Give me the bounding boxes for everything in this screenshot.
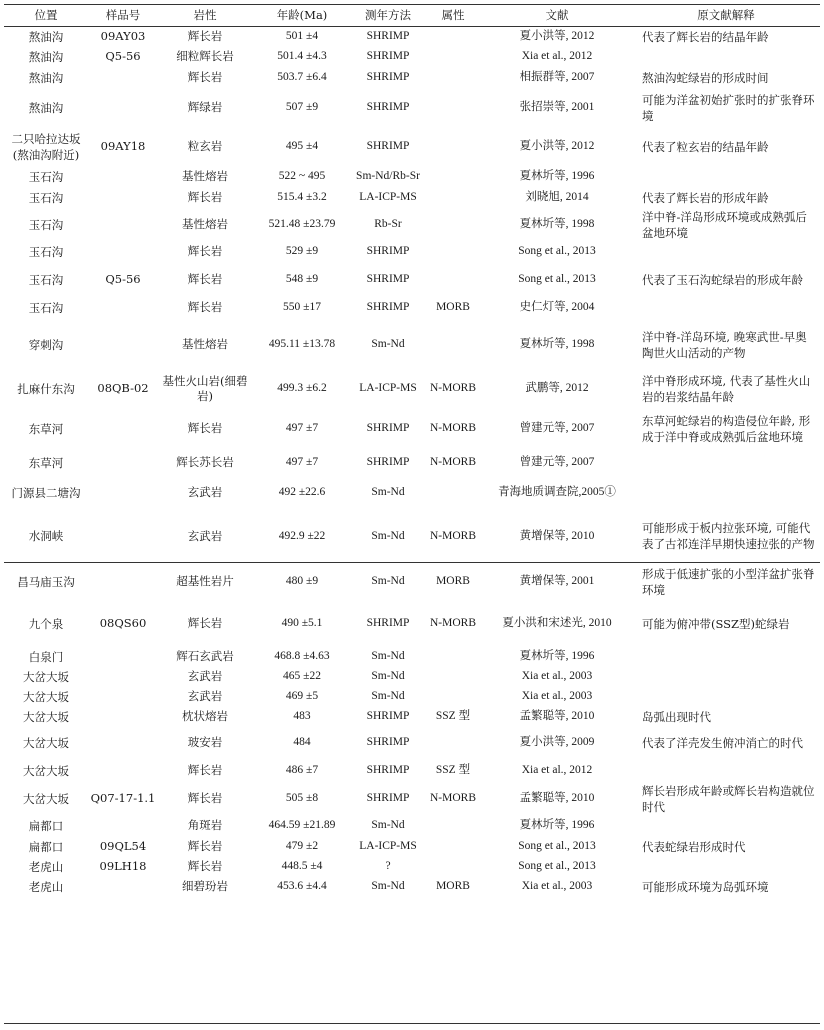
cell-location: 熬油沟 [28, 100, 64, 115]
cell-ref: Xia et al., 2012 [521, 50, 593, 62]
table-row [4, 727, 820, 759]
table-row [4, 187, 820, 209]
cell-ref: 夏林圻等, 1996 [519, 650, 595, 662]
cell-attribute [424, 727, 482, 759]
cell-attribute [424, 263, 482, 297]
cell-sample [88, 563, 158, 601]
cell-sample [88, 187, 158, 209]
cell-ref: 张招崇等, 2001 [519, 101, 595, 113]
cell-sample [88, 667, 158, 687]
cell-ref: Xia et al., 2003 [521, 670, 593, 682]
cell-sample: Q07-17-1.1 [90, 791, 156, 805]
cell-ref: 武鹏等, 2012 [525, 382, 589, 394]
cell-lithology: 玄武岩 [187, 528, 223, 543]
header-attribute: 属性 [424, 4, 482, 27]
cell-sample [88, 877, 158, 897]
cell-lithology: 辉石玄武岩 [176, 649, 234, 663]
cell-sample: 09QL54 [99, 839, 147, 853]
table-row [4, 877, 820, 897]
table-body [4, 27, 820, 897]
cell-attribute [424, 857, 482, 877]
cell-interp: 代表了玉石沟蛇绿岩的形成年龄 [642, 272, 803, 287]
table-row [4, 127, 820, 167]
cell-sample [88, 209, 158, 241]
cell-sample [88, 297, 158, 319]
cell-location: 玉石沟 [28, 272, 64, 287]
cell-method: SHRIMP [366, 456, 410, 468]
cell-lithology: 辉绿岩 [187, 100, 223, 114]
cell-attribute: N-MORB [429, 529, 476, 542]
header-sample: 样品号 [88, 4, 158, 27]
cell-ref: 相振群等, 2007 [519, 71, 595, 83]
cell-ref: 史仁灯等, 2004 [519, 301, 595, 313]
cell-location: 扁都口 [28, 818, 64, 833]
cell-ref: Song et al., 2013 [518, 860, 596, 872]
cell-method: Sm-Nd/Rb-Sr [356, 170, 420, 182]
cell-age: 492.9 ±22 [278, 529, 326, 542]
cell-age: 480 ±9 [252, 563, 352, 601]
cell-ref: 孟繁聪等, 2010 [519, 792, 595, 804]
cell-method: SHRIMP [366, 273, 410, 285]
cell-sample [88, 89, 158, 127]
table-row [4, 783, 820, 815]
table-row [4, 319, 820, 371]
cell-lithology: 辉长岩 [187, 244, 223, 258]
cell-method: SHRIMP [366, 30, 410, 43]
cell-sample: 08QB-02 [97, 381, 149, 395]
cell-attribute [424, 187, 482, 209]
cell-sample: 09AY03 [100, 29, 146, 44]
table-row [4, 475, 820, 511]
cell-age: 468.8 ±4.63 [274, 650, 330, 662]
cell-attribute: SSZ 型 [435, 710, 471, 722]
cell-method: Rb-Sr [374, 218, 402, 230]
cell-attribute [424, 667, 482, 687]
cell-location: 大岔大坂 [23, 709, 69, 724]
cell-sample [88, 687, 158, 707]
cell-location: 玉石沟 [28, 169, 64, 184]
table-row [4, 815, 820, 837]
cell-attribute [424, 319, 482, 371]
cell-location: 扎麻什东沟 [17, 381, 75, 396]
cell-method: LA-ICP-MS [359, 840, 417, 852]
cell-location: 玉石沟 [28, 190, 64, 205]
cell-age: 464.59 ±21.89 [268, 819, 336, 831]
cell-lithology: 枕状熔岩 [182, 709, 228, 723]
cell-attribute: N-MORB [429, 617, 476, 629]
cell-location: 大岔大坂 [23, 689, 69, 704]
cell-location: 熬油沟 [28, 49, 64, 64]
cell-lithology: 辉长岩 [187, 29, 223, 44]
cell-interp [632, 297, 820, 319]
cell-attribute [424, 475, 482, 511]
table-row [4, 297, 820, 319]
cell-ref: Xia et al., 2003 [521, 880, 593, 892]
cell-lithology: 基性熔岩 [182, 217, 228, 231]
table-row [4, 601, 820, 647]
cell-sample: Q5-56 [105, 49, 141, 63]
cell-age: 507 ±9 [285, 101, 319, 113]
cell-method: Sm-Nd [371, 338, 405, 350]
cell-age: 548 ±9 [285, 273, 319, 285]
header-method: 测年方法 [352, 4, 424, 27]
cell-lithology: 辉长岩 [187, 616, 223, 630]
cell-ref: Song et al., 2013 [518, 273, 596, 285]
cell-method: SHRIMP [366, 710, 410, 722]
table-bottom-rule [4, 1023, 820, 1024]
cell-lithology: 辉长岩 [187, 190, 223, 204]
table-row [4, 857, 820, 877]
cell-method: SHRIMP [366, 71, 410, 83]
cell-lithology: 基性熔岩 [182, 337, 228, 351]
cell-age: 479 ±2 [285, 840, 319, 852]
cell-age: 495.11 ±13.78 [268, 338, 336, 350]
cell-ref: 曾建元等, 2007 [519, 456, 595, 468]
cell-interp [632, 475, 820, 511]
ophiolite-age-table [4, 4, 820, 897]
table-row [4, 241, 820, 263]
cell-sample [88, 815, 158, 837]
cell-method: SHRIMP [366, 101, 410, 113]
cell-lithology: 基性熔岩 [182, 169, 228, 183]
cell-lithology: 辉长苏长岩 [176, 455, 234, 469]
cell-ref: Xia et al., 2012 [521, 764, 593, 776]
cell-location: 九个泉 [28, 616, 64, 631]
table-row [4, 167, 820, 187]
cell-interp: 可能形成环境为岛弧环境 [642, 879, 769, 894]
table-header-row [4, 4, 820, 27]
cell-location: 二只哈拉达坂(熬油沟附近) [11, 131, 81, 162]
table-row [4, 47, 820, 67]
cell-method: SHRIMP [366, 140, 410, 152]
cell-interp: 可能为洋盆初始扩张时的扩张脊环境 [642, 92, 815, 123]
table-row [4, 89, 820, 127]
cell-location: 大岔大坂 [23, 791, 69, 806]
cell-location: 大岔大坂 [23, 735, 69, 750]
cell-method: SHRIMP [366, 736, 410, 748]
cell-method: SHRIMP [366, 50, 410, 62]
cell-age: 521.48 ±23.79 [268, 218, 336, 230]
cell-location: 玉石沟 [28, 244, 64, 259]
cell-ref: 夏林圻等, 1998 [519, 218, 595, 230]
cell-ref: 夏小洪等, 2009 [519, 736, 595, 748]
cell-interp [632, 167, 820, 187]
table-row [4, 647, 820, 667]
cell-method: SHRIMP [366, 301, 410, 313]
cell-age: 529 ±9 [285, 245, 319, 257]
cell-attribute [424, 127, 482, 167]
cell-attribute [424, 167, 482, 187]
cell-location: 老虎山 [28, 859, 64, 874]
cell-attribute [424, 687, 482, 707]
cell-interp [632, 815, 820, 837]
cell-interp: 代表了粒玄岩的结晶年龄 [642, 139, 769, 154]
cell-age: 497 ±7 [285, 456, 319, 468]
cell-ref: 黄增保等, 2010 [519, 529, 595, 542]
cell-age: 448.5 ±4 [281, 860, 323, 872]
cell-sample [88, 167, 158, 187]
cell-lithology: 辉长岩 [187, 791, 223, 805]
cell-age: 499.3 ±6.2 [277, 382, 327, 394]
table-row [4, 837, 820, 857]
cell-ref: Song et al., 2013 [518, 840, 596, 852]
table-row [4, 687, 820, 707]
cell-method: Sm-Nd [371, 880, 405, 892]
cell-ref: 夏林圻等, 1996 [519, 819, 595, 831]
cell-interp: 代表了辉长岩的形成年龄 [642, 190, 769, 205]
cell-sample [88, 67, 158, 89]
header-interpretation: 原文献解释 [632, 4, 820, 27]
cell-interp: 辉长岩形成年龄或辉长岩构造就位时代 [642, 783, 815, 814]
cell-sample [88, 727, 158, 759]
cell-method: SHRIMP [366, 792, 410, 804]
cell-lithology: 辉长岩 [187, 839, 223, 853]
cell-sample [88, 319, 158, 371]
cell-lithology: 玄武岩 [187, 485, 223, 499]
cell-method: Sm-Nd [371, 529, 405, 542]
cell-age: 486 ±7 [285, 764, 319, 776]
cell-ref: 孟繁聪等, 2010 [519, 710, 595, 722]
cell-age: 465 ±22 [283, 670, 321, 682]
cell-interp [632, 667, 820, 687]
cell-location: 白泉门 [28, 649, 64, 664]
cell-sample: 09AY18 [100, 139, 146, 153]
cell-ref: 夏小洪和宋述光, 2010 [502, 617, 612, 629]
cell-location: 水洞峡 [28, 529, 64, 544]
cell-age: 501 ±4 [285, 30, 319, 43]
table-row [4, 263, 820, 297]
cell-location: 老虎山 [28, 879, 64, 894]
cell-interp: 岛弧出现时代 [642, 709, 711, 724]
cell-age: 503.7 ±6.4 [277, 71, 327, 83]
table-row [4, 563, 820, 601]
cell-lithology: 细粒辉长岩 [176, 49, 234, 63]
cell-lithology: 辉长岩 [187, 421, 223, 435]
cell-interp: 洋中脊形成环境, 代表了基性火山岩的岩浆结晶年龄 [642, 373, 811, 404]
table-row [4, 209, 820, 241]
cell-attribute: MORB [424, 563, 482, 601]
cell-age: 483 [293, 710, 311, 722]
cell-interp [632, 451, 820, 475]
cell-interp: 代表蛇绿岩形成时代 [642, 839, 746, 854]
cell-location: 穿刺沟 [28, 337, 64, 352]
table-row [4, 451, 820, 475]
cell-attribute [424, 647, 482, 667]
cell-location: 门源县二塘沟 [11, 485, 81, 500]
cell-location: 玉石沟 [28, 300, 64, 315]
cell-attribute [424, 241, 482, 263]
cell-ref: 夏林圻等, 1996 [519, 170, 595, 182]
table-row [4, 667, 820, 687]
cell-interp: 熬油沟蛇绿岩的形成时间 [642, 70, 769, 85]
cell-location: 熬油沟 [28, 29, 64, 44]
table-row [4, 707, 820, 727]
cell-ref: 青海地质调查院,2005① [498, 486, 616, 498]
cell-ref: Xia et al., 2003 [521, 690, 593, 702]
cell-method: SHRIMP [366, 764, 410, 776]
cell-method: SHRIMP [366, 617, 410, 629]
cell-method: SHRIMP [366, 422, 410, 434]
cell-sample [88, 707, 158, 727]
cell-age: 522 ~ 495 [278, 170, 326, 182]
cell-attribute: N-MORB [429, 422, 476, 434]
table-row [4, 27, 820, 47]
cell-sample [88, 475, 158, 511]
cell-attribute: SSZ 型 [435, 764, 471, 776]
cell-interp: 洋中脊-洋岛形成环境或成熟弧后盆地环境 [642, 209, 807, 240]
cell-method: Sm-Nd [371, 650, 405, 662]
cell-interp: 代表了辉长岩的结晶年龄 [642, 29, 769, 44]
cell-method: SHRIMP [366, 245, 410, 257]
cell-location: 东草河 [28, 421, 64, 436]
cell-interp [632, 647, 820, 667]
cell-method: Sm-Nd [352, 563, 424, 601]
cell-attribute: N-MORB [429, 792, 476, 804]
cell-sample [88, 759, 158, 783]
cell-method: LA-ICP-MS [359, 191, 417, 203]
table-row [4, 511, 820, 563]
cell-attribute [424, 47, 482, 67]
cell-attribute [424, 209, 482, 241]
cell-lithology: 细碧玢岩 [182, 879, 228, 893]
cell-age: 497 ±7 [285, 422, 319, 434]
cell-age: 495 ±4 [285, 140, 319, 152]
cell-sample: Q5-56 [105, 272, 141, 286]
cell-interp: 代表了洋壳发生俯冲消亡的时代 [642, 735, 803, 750]
cell-location: 扁都口 [28, 839, 64, 854]
cell-interp [632, 47, 820, 67]
cell-interp: 东草河蛇绿岩的构造侵位年龄, 形成于洋中脊或成熟弧后盆地环境 [642, 413, 811, 444]
cell-method: Sm-Nd [371, 819, 405, 831]
header-age: 年龄(Ma) [252, 4, 352, 27]
cell-sample [88, 407, 158, 451]
cell-attribute [424, 27, 482, 47]
cell-attribute [424, 815, 482, 837]
cell-lithology: 超基性岩片 [158, 563, 252, 601]
cell-location: 昌马庙玉沟 [4, 563, 88, 601]
cell-interp: 可能为俯冲带(SSZ型)蛇绿岩 [642, 616, 790, 631]
cell-lithology: 辉长岩 [187, 300, 223, 314]
cell-age: 469 ±5 [285, 690, 319, 702]
cell-age: 515.4 ±3.2 [277, 191, 327, 203]
cell-attribute: MORB [436, 301, 470, 313]
cell-ref: 夏小洪等, 2012 [519, 30, 595, 43]
cell-lithology: 玄武岩 [187, 669, 223, 683]
cell-sample [88, 241, 158, 263]
header-reference: 文献 [482, 4, 632, 27]
cell-method: ? [385, 860, 391, 872]
cell-age: 492 ±22.6 [278, 486, 326, 498]
cell-lithology: 基性火山岩(细碧岩) [162, 373, 248, 403]
cell-sample [88, 647, 158, 667]
cell-lithology: 辉长岩 [187, 859, 223, 873]
cell-location: 熬油沟 [28, 70, 64, 85]
cell-method: Sm-Nd [371, 690, 405, 702]
cell-ref: 曾建元等, 2007 [519, 422, 595, 434]
cell-attribute: N-MORB [429, 456, 476, 468]
table-row [4, 407, 820, 451]
cell-age: 453.6 ±4.4 [277, 880, 327, 892]
cell-location: 大岔大坂 [23, 763, 69, 778]
cell-lithology: 玻安岩 [187, 735, 223, 749]
cell-interp: 洋中脊-洋岛环境, 晚寒武世-早奥陶世火山活动的产物 [642, 329, 807, 360]
header-lithology: 岩性 [158, 4, 252, 27]
cell-attribute: MORB [436, 880, 470, 892]
cell-interp [632, 241, 820, 263]
cell-attribute [424, 89, 482, 127]
cell-lithology: 粒玄岩 [187, 139, 223, 153]
cell-sample [88, 511, 158, 563]
cell-location: 大岔大坂 [23, 669, 69, 684]
table-row [4, 371, 820, 407]
cell-ref: 刘晓旭, 2014 [525, 191, 589, 203]
cell-lithology: 辉长岩 [187, 763, 223, 777]
cell-age: 505 ±8 [285, 792, 319, 804]
table-row [4, 759, 820, 783]
cell-location: 玉石沟 [28, 217, 64, 232]
cell-location: 东草河 [28, 455, 64, 470]
cell-ref: 夏林圻等, 1998 [519, 338, 595, 350]
cell-ref: 黄增保等, 2001 [482, 563, 632, 601]
cell-attribute [424, 837, 482, 857]
cell-lithology: 辉长岩 [187, 70, 223, 84]
cell-method: Sm-Nd [371, 670, 405, 682]
cell-lithology: 辉长岩 [187, 272, 223, 286]
cell-age: 490 ±5.1 [281, 617, 323, 629]
cell-ref: 夏小洪等, 2012 [519, 140, 595, 152]
header-location: 位置 [4, 4, 88, 27]
cell-method: Sm-Nd [371, 486, 405, 498]
cell-lithology: 角斑岩 [187, 818, 223, 832]
cell-age: 501.4 ±4.3 [277, 50, 327, 62]
cell-sample [88, 451, 158, 475]
cell-sample: 09LH18 [99, 859, 147, 873]
cell-attribute [424, 67, 482, 89]
cell-ref: Song et al., 2013 [518, 245, 596, 257]
cell-interp: 形成于低速扩张的小型洋盆扩张脊环境 [632, 563, 820, 601]
table-row [4, 67, 820, 89]
cell-age: 550 ±17 [283, 301, 321, 313]
cell-lithology: 玄武岩 [187, 689, 223, 703]
cell-age: 484 [293, 736, 311, 748]
cell-interp [632, 759, 820, 783]
cell-interp: 可能形成于板内拉张环境, 可能代表了古祁连洋早期快速拉张的产物 [642, 521, 815, 552]
cell-method: LA-ICP-MS [359, 382, 417, 394]
cell-interp [632, 687, 820, 707]
cell-interp [632, 857, 820, 877]
cell-sample: 08QS60 [99, 616, 147, 630]
cell-attribute: N-MORB [429, 382, 476, 394]
